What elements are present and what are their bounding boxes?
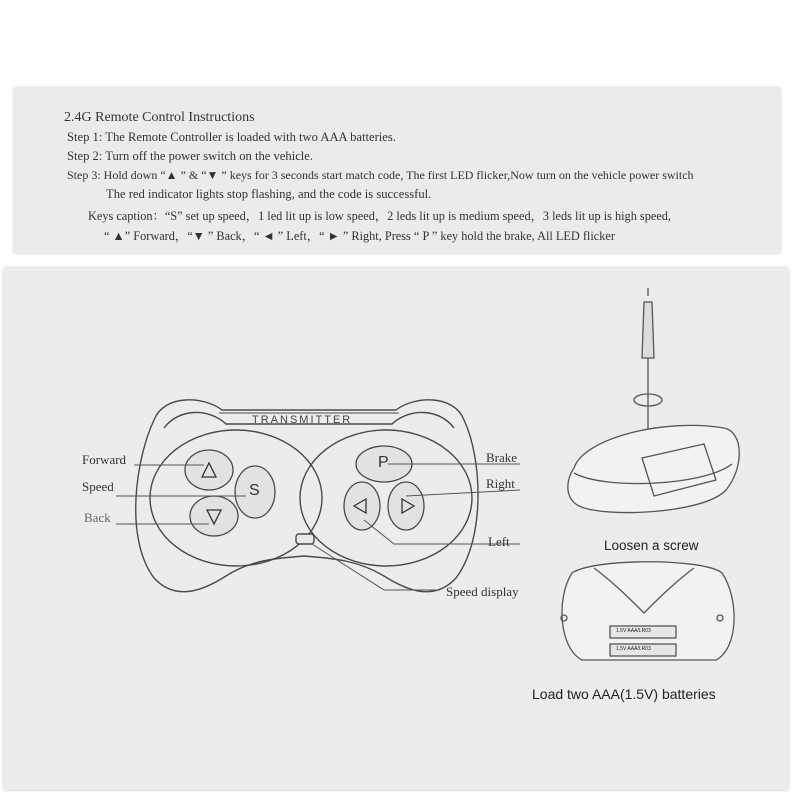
loosen-screw-caption: Loosen a screw (604, 538, 699, 553)
back-button (190, 496, 238, 536)
forward-button (185, 450, 233, 490)
step-2: Step 2: Turn off the power switch on the vehicle. (67, 149, 314, 163)
keys-caption: Keys caption：“S” set up speed，1 led lit up is low speed，2 leds lit up is medium speed，3 leds lit up is high speed, (88, 209, 672, 223)
instructions-card (14, 88, 780, 253)
label-speed-display: Speed display (446, 584, 519, 599)
diagram-drawing (4, 268, 788, 790)
label-forward: Forward (82, 452, 127, 467)
speed-button-glyph: S (249, 482, 260, 499)
battery-label-1: 1.5V AAA/LR03 (616, 628, 651, 634)
label-back: Back (84, 510, 111, 525)
step-1: Step 1: The Remote Controller is loaded with two AAA batteries. (67, 130, 396, 144)
transmitter-label: TRANSMITTER (252, 414, 353, 426)
screwdriver-illustration (568, 288, 739, 513)
label-speed: Speed (82, 479, 114, 494)
keys-caption-continued: “ ▲” Forward，“▼ ” Back，“ ◄ ” Left，“ ► ” Right, Press “ P ” key hold the brake, All LED flicker (104, 229, 615, 243)
brake-button-glyph: P (378, 454, 389, 471)
label-right: Right (486, 476, 515, 491)
right-button (388, 482, 424, 530)
step-3: Step 3: Hold down “▲ ” & “▼ ” keys for 3 seconds start match code, The first LED flicker,Now turn on the vehicle power switch (67, 168, 694, 182)
instructions-title: 2.4G Remote Control Instructions (64, 110, 255, 125)
left-button (344, 482, 380, 530)
step-3-continued: The red indicator lights stop flashing, and the code is successful. (106, 187, 432, 201)
leader-lines (116, 464, 520, 590)
battery-label-2: 1.5V AAA/LR03 (616, 646, 651, 652)
label-left: Left (488, 534, 510, 549)
diagram-card (4, 268, 788, 790)
label-brake: Brake (486, 450, 518, 465)
load-batteries-caption: Load two AAA(1.5V) batteries (532, 686, 716, 702)
